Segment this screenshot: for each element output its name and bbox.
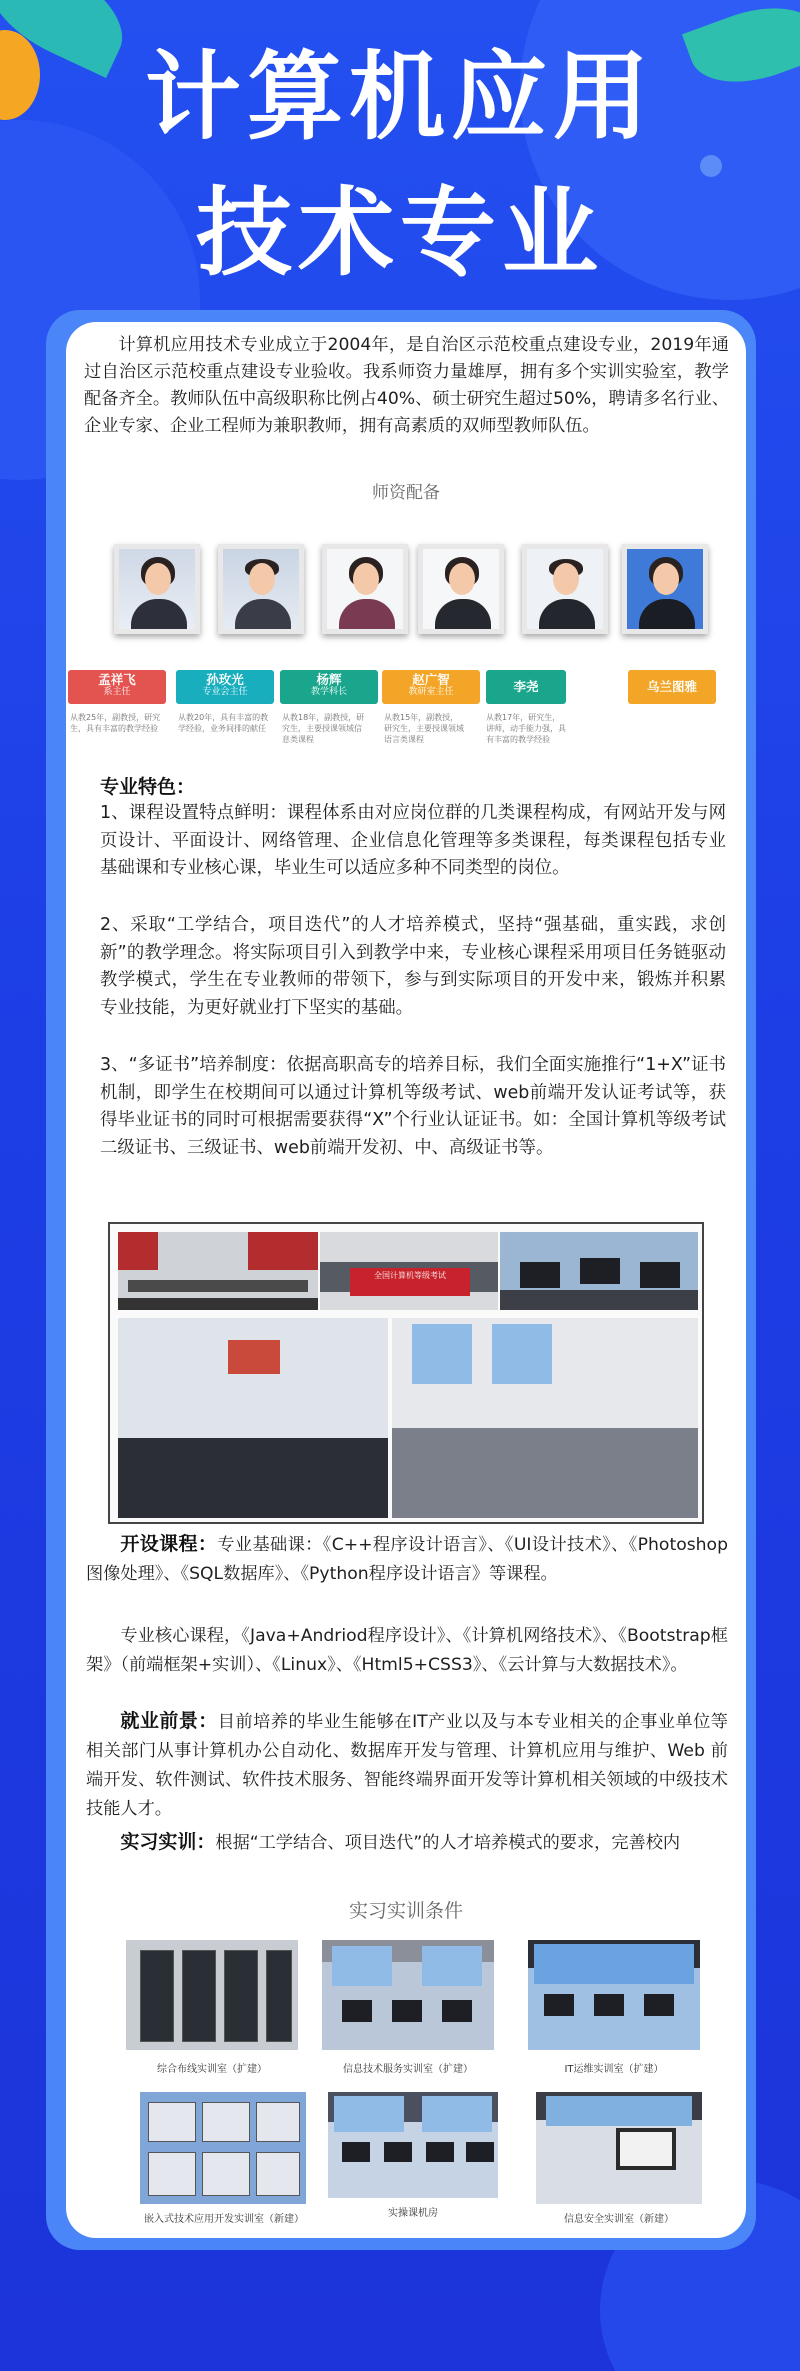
teacher-desc-4: 从教15年，副教授，研究生，主要授课领域语言类课程 bbox=[384, 713, 464, 744]
career-paragraph bbox=[86, 1707, 728, 1824]
teacher-tag-6 bbox=[628, 670, 716, 704]
room-photo-it-ops bbox=[528, 1940, 700, 2050]
room-photo-it-service bbox=[322, 1940, 494, 2050]
teacher-role: 专业会主任 bbox=[202, 687, 248, 697]
feature-item-3: 3、“多证书”培养制度：依据高职高专的培养目标，我们全面实施推行“1+X”证书机制，即学生在校期间可以通过计算机等级考试、web前端开发认证考试等，获得毕业证书的同时可根据需要获得“X”个行业认证证书。如：全国计算机等级考试二级证书、三级证书、web前端开发初、中、高级证书等。 bbox=[100, 1055, 726, 1158]
teacher-desc-2: 从教20年，具有丰富的教学经验，业务间排的献任 bbox=[178, 713, 269, 733]
courses-paragraph-2: 专业核心课程，《Java+Andriod程序设计》、《计算机网络技术》、《Bootstrap框架》（前端框架+实训）、《Linux》、《Html5+CSS3》、《云计算与大数据技术》。 bbox=[86, 1626, 728, 1675]
practice-text: 根据“工学结合、项目迭代”的人才培养模式的要求，完善校内 bbox=[215, 1833, 681, 1853]
teacher-tag-1 bbox=[68, 670, 166, 704]
feature-item-1: 1、课程设置特点鲜明：课程体系由对应岗位群的几类课程构成，有网站开发与网页设计、平面设计、网络管理、企业信息化管理等多类课程，每类课程包括专业基础课和专业核心课，毕业生可以适应多种不同类型的岗位。 bbox=[100, 803, 726, 878]
teacher-role: 教研室主任 bbox=[408, 687, 454, 697]
teacher-photo-2 bbox=[218, 544, 304, 634]
teacher-desc-3: 从教18年，副教授，研究生，主要授课领域信息类课程 bbox=[282, 713, 365, 744]
faculty-caption: 师资配备 bbox=[372, 483, 440, 503]
teacher-name: 乌兰图雅 bbox=[646, 679, 697, 694]
teacher-tag-4 bbox=[382, 670, 480, 704]
teacher-photo-3 bbox=[322, 544, 408, 634]
teacher-photo-6 bbox=[622, 544, 708, 634]
room-caption-6: 信息安全实训室（新建） bbox=[564, 2214, 674, 2225]
room-caption-1: 综合布线实训室（扩建） bbox=[157, 2064, 267, 2075]
teacher-name: 孙玫光 bbox=[206, 672, 244, 687]
career-label: 就业前景： bbox=[120, 1710, 218, 1732]
practice-caption: 实习实训条件 bbox=[348, 1900, 463, 1922]
small-dot-decoration bbox=[700, 155, 722, 177]
courses-paragraph-1 bbox=[86, 1530, 728, 1589]
teacher-tag-3 bbox=[280, 670, 378, 704]
room-caption-3: IT运维实训室（扩建） bbox=[564, 2064, 664, 2075]
teacher-tag-5 bbox=[486, 670, 566, 704]
courses-text-1: 专业基础课：《C++程序设计语言》、《UI设计技术》、《Photoshop图像处理》、《SQL数据库》、《Python程序设计语言》等课程。 bbox=[86, 1535, 728, 1584]
room-photo-computer-lab bbox=[328, 2092, 498, 2198]
feature-item-2: 2、采取“工学结合，项目迭代”的人才培养模式，坚持“强基础，重实践，求创新”的教学理念。将实际项目引入到教学中来，专业核心课程采用项目任务链驱动教学模式，学生在专业教师的带领下，参与到实际项目的开发中来，锻炼并积累专业技能，为更好就业打下坚实的基础。 bbox=[100, 915, 726, 1018]
career-text: 目前培养的毕业生能够在IT产业以及与本专业相关的企事业单位等相关部门从事计算机办公自动化、数据库开发与管理、计算机应用与维护、Web 前端开发、软件测试、软件技术服务、智能终端界面开发等计算机相关领域的中级技术技能人才。 bbox=[86, 1712, 728, 1819]
teacher-photo-5 bbox=[522, 544, 608, 634]
teacher-photo-4 bbox=[418, 544, 504, 634]
teacher-tag-2 bbox=[176, 670, 274, 704]
room-caption-4: 嵌入式技术应用开发实训室（新建） bbox=[144, 2214, 304, 2225]
teacher-name: 赵广智 bbox=[412, 672, 450, 687]
content-panel bbox=[66, 322, 746, 2238]
teacher-role: 教学科长 bbox=[310, 687, 347, 697]
teacher-name: 杨辉 bbox=[316, 672, 342, 687]
page-title-line2: 技术专业 bbox=[196, 177, 604, 289]
room-caption-5: 实操课机房 bbox=[388, 2208, 438, 2219]
room-photo-embedded bbox=[140, 2092, 306, 2204]
teacher-desc-5: 从教17年，研究生，讲师，动手能力强，具有丰富的教学经验 bbox=[486, 713, 566, 744]
teacher-photo-1 bbox=[114, 544, 200, 634]
features-heading: 专业特色： bbox=[100, 776, 196, 798]
courses-label: 开设课程： bbox=[120, 1533, 218, 1555]
page-title-line1: 计算机应用 bbox=[145, 41, 655, 153]
practice-label: 实习实训： bbox=[120, 1831, 216, 1853]
room-photo-cabling bbox=[126, 1940, 298, 2050]
activity-photo-collage bbox=[108, 1222, 704, 1524]
teacher-role: 系主任 bbox=[103, 687, 131, 697]
lecture-hall-photo bbox=[118, 1318, 388, 1518]
intro-paragraph: 计算机应用技术专业成立于2004年，是自治区示范校重点建设专业，2019年通过自治区示范校重点建设专业验收。我系师资力量雄厚，拥有多个实训实验室，教学配备齐全。教师队伍中高级职称比例占40%、硕士研究生超过50%，聘请多名行业、企业专家、企业工程师为兼职教师，拥有高素质的双师型教师队伍。 bbox=[84, 335, 729, 436]
room-caption-2: 信息技术服务实训室（扩建） bbox=[343, 2064, 473, 2075]
exam-event-photo bbox=[320, 1232, 498, 1310]
teacher-name: 孟祥飞 bbox=[98, 672, 136, 687]
classroom-photo-1 bbox=[118, 1232, 318, 1310]
teacher-desc-1: 从教25年，副教授，研究生，具有丰富的教学经验 bbox=[70, 713, 161, 733]
teacher-name: 李尧 bbox=[513, 679, 539, 694]
practice-paragraph bbox=[86, 1828, 728, 1858]
computer-lab-photo bbox=[500, 1232, 698, 1310]
exam-banner: 全国计算机等级考试 bbox=[350, 1268, 470, 1296]
group-discussion-photo bbox=[392, 1318, 698, 1518]
room-photo-security bbox=[536, 2092, 702, 2204]
